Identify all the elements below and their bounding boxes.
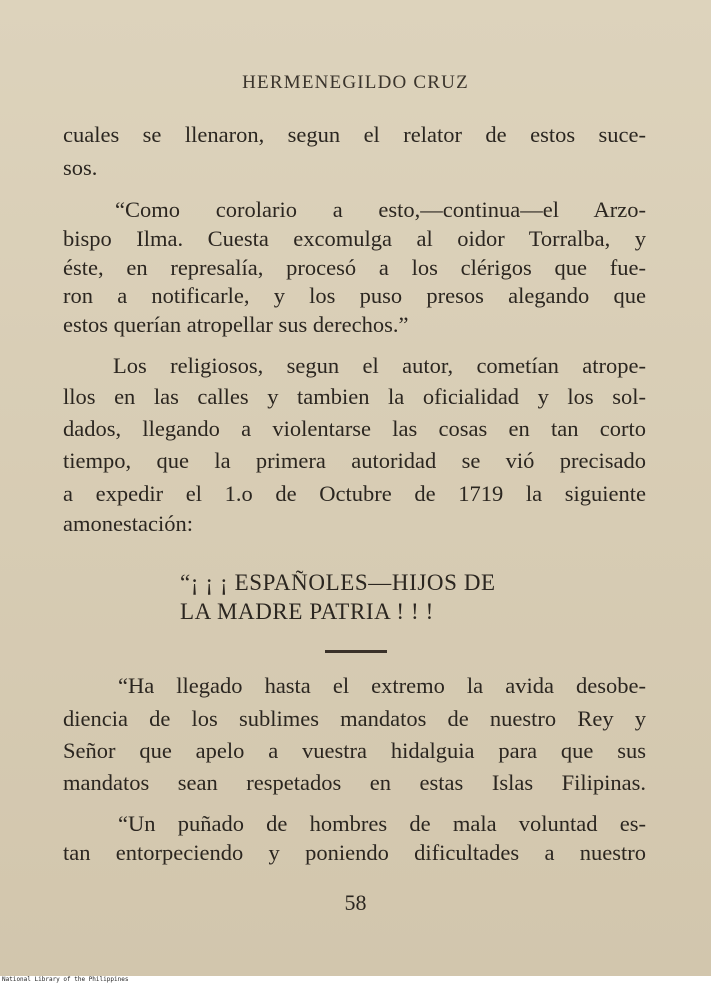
text-line: dados, llegando a violentarse las cosas en tan corto (63, 416, 646, 441)
section-rule (325, 650, 387, 653)
text-line: estos querían atropellar sus derechos.” (63, 312, 409, 337)
text-line: “Un puñado de hombres de mala voluntad es- (118, 811, 646, 836)
text-line: “Ha llegado hasta el extremo la avida desobe- (118, 673, 646, 698)
text-line: éste, en represalía, procesó a los clérigos que fue- (63, 255, 646, 280)
text-line: tan entorpeciendo y poniendo dificultades a nuestro (63, 840, 646, 865)
text-line: bispo Ilma. Cuesta excomulga al oidor Torralba, y (63, 226, 646, 251)
page-number: 58 (344, 890, 367, 915)
proclamation-heading-line: “¡ ¡ ¡ ESPAÑOLES—HIJOS DE (180, 570, 496, 595)
text-line: mandatos sean respetados en estas Islas Filipinas. (63, 770, 646, 795)
footer-credit: National Library of the Philippines (2, 976, 129, 983)
text-line: diencia de los sublimes mandatos de nuestro Rey y (63, 706, 646, 731)
text-line: cuales se llenaron, segun el relator de estos suce- (63, 122, 646, 147)
text-line: “Como corolario a esto,—continua—el Arzo- (115, 197, 646, 222)
text-line: ron a notificarle, y los puso presos alegando que (63, 283, 646, 308)
text-line: sos. (63, 155, 98, 180)
text-line: Los religiosos, segun el autor, cometían atrope- (113, 353, 646, 378)
text-line: a expedir el 1.o de Octubre de 1719 la siguiente (63, 481, 646, 506)
text-line: Señor que apelo a vuestra hidalguia para que sus (63, 738, 646, 763)
proclamation-heading-line: LA MADRE PATRIA ! ! ! (180, 599, 434, 624)
text-line: tiempo, que la primera autoridad se vió precisado (63, 448, 646, 473)
running-head: HERMENEGILDO CRUZ (242, 72, 469, 93)
text-line: llos en las calles y tambien la oficialidad y los sol- (63, 384, 646, 409)
text-line: amonestación: (63, 511, 193, 536)
